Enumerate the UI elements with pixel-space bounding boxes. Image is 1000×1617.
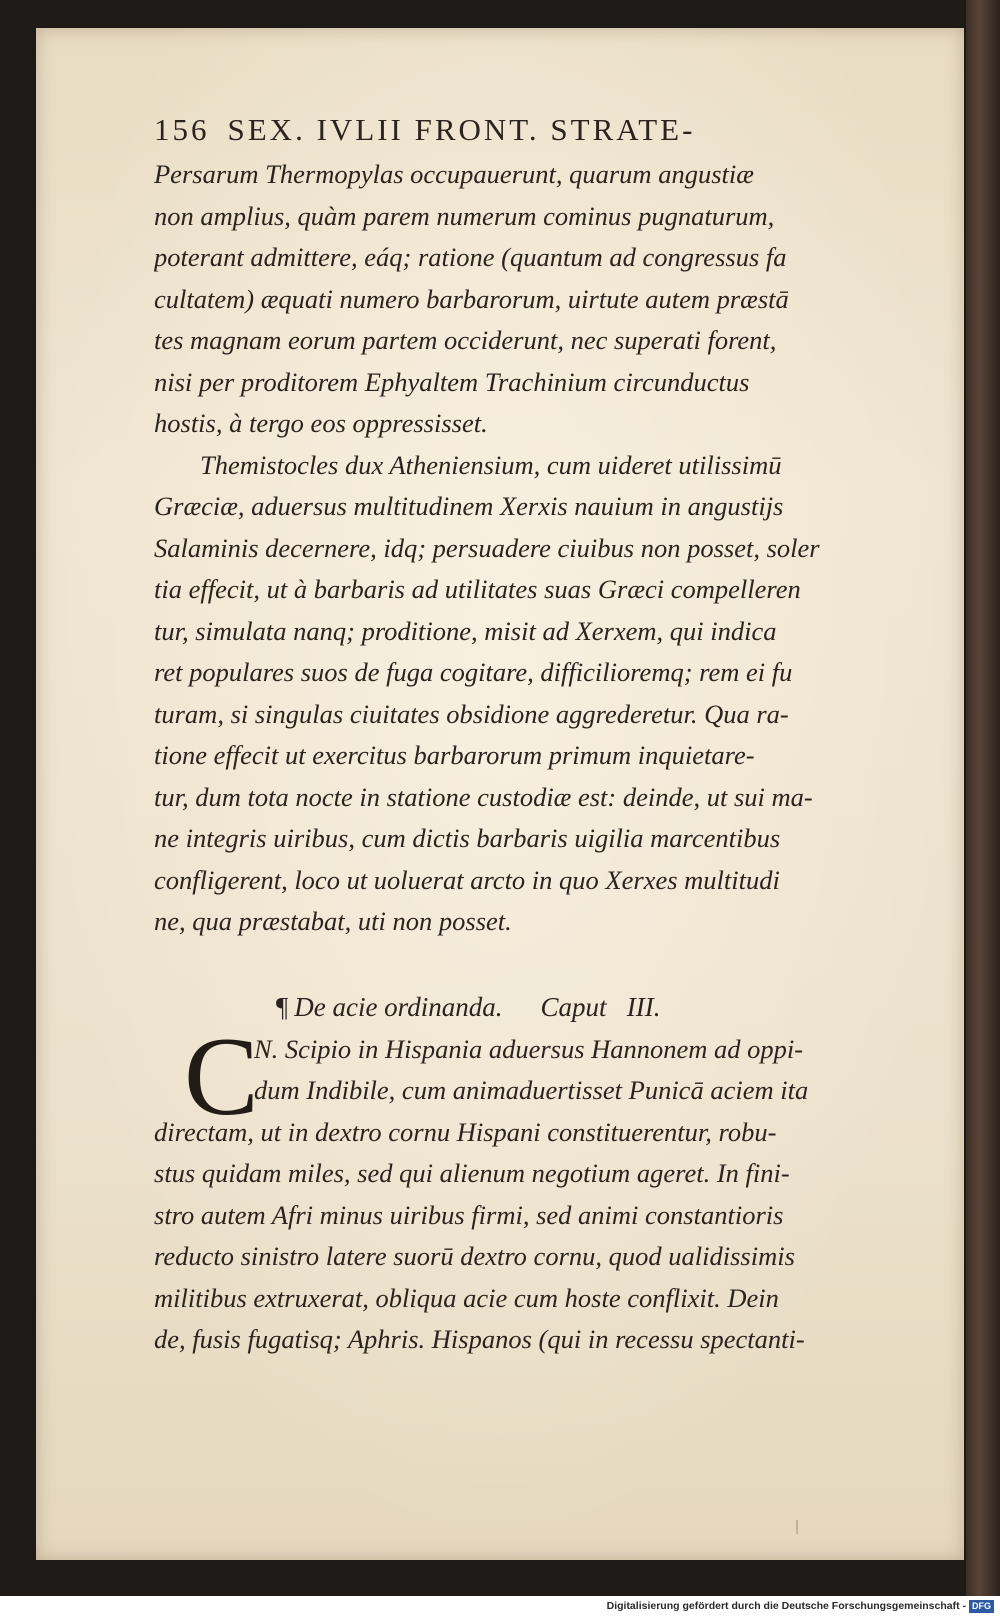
text-line: cultatem) æquati numero barbarorum, uirtute autem præstā: [154, 283, 789, 314]
page-content: [154, 106, 914, 1361]
text-line: non amplius, quàm parem numerum cominus pugnaturum,: [154, 200, 775, 231]
text-line: tione effecit ut exercitus barbarorum primum inquietare-: [154, 740, 755, 770]
text-line: de, fusis fugatisq; Aphris. Hispanos (qui in recessu spectanti-: [154, 1324, 805, 1354]
text-line: tia effecit, ut à barbaris ad utilitates suas Græci compelleren: [154, 574, 801, 604]
text-line: reducto sinistro latere suorū dextro cornu, quod ualidissimis: [154, 1241, 795, 1271]
book-edge: [966, 0, 1000, 1600]
running-title: SEX. IVLII FRONT. STRATE-: [227, 112, 696, 147]
text-line: tur, simulata nanq; proditione, misit ad Xerxem, qui indica: [154, 615, 777, 646]
text-line: hostis, à tergo eos oppressisset.: [154, 408, 488, 438]
chapter-title: De acie ordinanda.: [294, 991, 503, 1022]
chapter-body: [154, 1014, 914, 1361]
text-line: poterant admittere, eáq; ratione (quantum ad congressus fa: [154, 242, 787, 272]
text-line: stro autem Afri minus uiribus firmi, sed animi constantioris: [154, 1199, 784, 1230]
spacer: [154, 943, 914, 985]
text-line: N. Scipio in Hispania aduersus Hannonem ad oppi-: [254, 1033, 804, 1064]
text-line: ne, qua præstabat, uti non posset.: [154, 906, 512, 936]
footer-text: Digitalisierung gefördert durch die Deutsche Forschungsgemeinschaft -: [606, 1600, 966, 1612]
chapter-heading: [154, 985, 914, 1029]
text-line: Græciæ, aduersus multitudinem Xerxis nauium in angustijs: [154, 491, 784, 521]
text-line: tes magnam eorum partem occiderunt, nec superati forent,: [154, 325, 777, 355]
chapter-numeral: III.: [626, 991, 661, 1022]
text-line: dum Indibile, cum animaduertisset Punicā aciem ita: [254, 1075, 809, 1105]
text-line: directam, ut in dextro cornu Hispani constituerentur, robu-: [154, 1116, 777, 1147]
paper-mark: [796, 1520, 798, 1534]
paragraph-1: [154, 154, 914, 445]
text-line: Salaminis decernere, idq; persuadere ciuibus non posset, soler: [154, 532, 820, 563]
text-line: nisi per proditorem Ephyaltem Trachinium circunductus: [154, 366, 750, 397]
digitization-footer: [0, 1596, 1000, 1617]
text-line: turam, si singulas ciuitates obsidione aggrederetur. Qua ra-: [154, 698, 789, 729]
text-line: tur, dum tota nocte in statione custodiæ est: deinde, ut sui ma-: [154, 781, 813, 812]
chapter-caput: Caput: [540, 991, 607, 1022]
dfg-logo: DFG: [969, 1600, 994, 1613]
pilcrow-icon: ¶: [276, 991, 289, 1022]
text-line: Themistocles dux Atheniensium, cum uideret utilissimū: [200, 449, 782, 480]
text-line: militibus extruxerat, obliqua acie cum hoste conflixit. Dein: [154, 1282, 779, 1313]
drop-cap: C: [184, 1014, 259, 1139]
text-line: Persarum Thermopylas occupauerunt, quarum angustiæ: [154, 159, 754, 189]
text-line: confligerent, loco ut uoluerat arcto in quo Xerxes multitudi: [154, 864, 780, 895]
text-line: ne integris uiribus, cum dictis barbaris uigilia marcentibus: [154, 823, 781, 853]
page-number: 156: [154, 112, 210, 147]
text-line: stus quidam miles, sed qui alienum negotium ageret. In fini-: [154, 1158, 790, 1188]
book-page: [36, 28, 964, 1560]
running-head: [154, 106, 914, 154]
text-line: ret populares suos de fuga cogitare, difficilioremq; rem ei fu: [154, 657, 793, 687]
paragraph-2: [154, 445, 914, 943]
